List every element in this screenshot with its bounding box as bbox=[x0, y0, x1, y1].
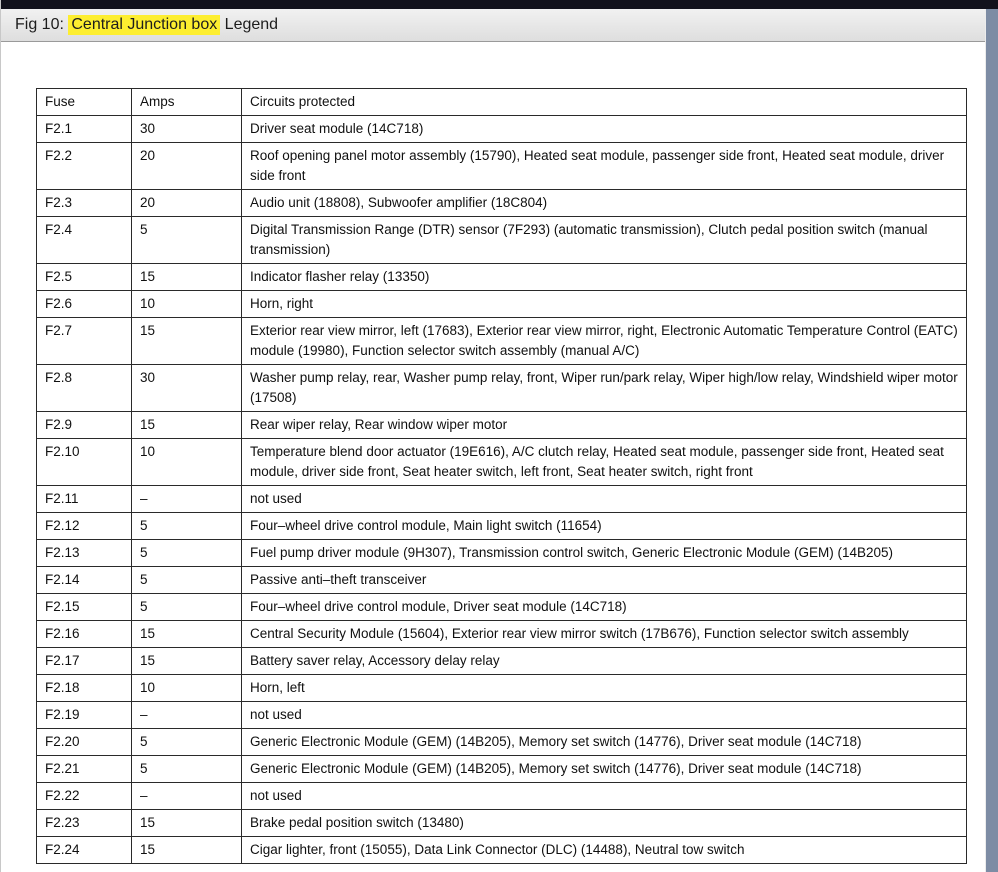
amps-cell: 10 bbox=[132, 439, 242, 486]
fuse-row bbox=[37, 291, 967, 318]
fuse-row bbox=[37, 837, 967, 864]
fuse-row bbox=[37, 513, 967, 540]
fuse-row bbox=[37, 540, 967, 567]
table-header-row bbox=[37, 89, 967, 116]
fuse-id-cell: F2.7 bbox=[37, 318, 132, 365]
fuse-row bbox=[37, 729, 967, 756]
amps-cell: 30 bbox=[132, 116, 242, 143]
figure-title-prefix: Fig 10: bbox=[15, 16, 69, 33]
fuse-row bbox=[37, 412, 967, 439]
fuse-row bbox=[37, 439, 967, 486]
fuse-id-cell: F2.9 bbox=[37, 412, 132, 439]
fuse-id-cell: F2.20 bbox=[37, 729, 132, 756]
circuits-cell: Passive anti–theft transceiver bbox=[242, 567, 967, 594]
fuse-id-cell: F2.8 bbox=[37, 365, 132, 412]
fuse-id-cell: F2.21 bbox=[37, 756, 132, 783]
circuits-cell: Exterior rear view mirror, left (17683), Exterior rear view mirror, right, Electronic Automatic Temperature Control (EATC) module (19980), Function selector switch assembly (manual A/C) bbox=[242, 318, 967, 365]
fuse-id-cell: F2.10 bbox=[37, 439, 132, 486]
fuse-id-cell: F2.17 bbox=[37, 648, 132, 675]
column-header-circuits: Circuits protected bbox=[242, 89, 967, 116]
circuits-cell: Central Security Module (15604), Exterior rear view mirror switch (17B676), Function selector switch assembly bbox=[242, 621, 967, 648]
fuse-row bbox=[37, 702, 967, 729]
circuits-cell: Four–wheel drive control module, Main light switch (11654) bbox=[242, 513, 967, 540]
amps-cell: 15 bbox=[132, 837, 242, 864]
fuse-id-cell: F2.11 bbox=[37, 486, 132, 513]
fuse-row bbox=[37, 217, 967, 264]
amps-cell: 20 bbox=[132, 143, 242, 190]
amps-cell: 5 bbox=[132, 594, 242, 621]
fuse-row bbox=[37, 116, 967, 143]
circuits-cell: Brake pedal position switch (13480) bbox=[242, 810, 967, 837]
circuits-cell: Digital Transmission Range (DTR) sensor (7F293) (automatic transmission), Clutch pedal position switch (manual transmission) bbox=[242, 217, 967, 264]
fuse-row bbox=[37, 143, 967, 190]
circuits-cell: not used bbox=[242, 486, 967, 513]
amps-cell: 15 bbox=[132, 264, 242, 291]
circuits-cell: Washer pump relay, rear, Washer pump relay, front, Wiper run/park relay, Wiper high/low relay, Windshield wiper motor (17508) bbox=[242, 365, 967, 412]
circuits-cell: Horn, left bbox=[242, 675, 967, 702]
fuse-row bbox=[37, 264, 967, 291]
fuse-row bbox=[37, 810, 967, 837]
document-content bbox=[1, 42, 998, 864]
fuse-row bbox=[37, 318, 967, 365]
fuse-id-cell: F2.19 bbox=[37, 702, 132, 729]
fuse-id-cell: F2.3 bbox=[37, 190, 132, 217]
window-top-bar bbox=[1, 0, 998, 9]
fuse-id-cell: F2.1 bbox=[37, 116, 132, 143]
fuse-row bbox=[37, 648, 967, 675]
fuse-id-cell: F2.13 bbox=[37, 540, 132, 567]
amps-cell: 10 bbox=[132, 675, 242, 702]
fuse-id-cell: F2.14 bbox=[37, 567, 132, 594]
amps-cell: 10 bbox=[132, 291, 242, 318]
circuits-cell: Generic Electronic Module (GEM) (14B205), Memory set switch (14776), Driver seat module (14C718) bbox=[242, 729, 967, 756]
amps-cell: 15 bbox=[132, 810, 242, 837]
amps-cell: 5 bbox=[132, 756, 242, 783]
circuits-cell: Four–wheel drive control module, Driver seat module (14C718) bbox=[242, 594, 967, 621]
amps-cell: – bbox=[132, 783, 242, 810]
circuits-cell: Cigar lighter, front (15055), Data Link Connector (DLC) (14488), Neutral tow switch bbox=[242, 837, 967, 864]
amps-cell: 15 bbox=[132, 648, 242, 675]
circuits-cell: Driver seat module (14C718) bbox=[242, 116, 967, 143]
figure-title-bar bbox=[1, 9, 985, 42]
fuse-id-cell: F2.15 bbox=[37, 594, 132, 621]
fuse-id-cell: F2.5 bbox=[37, 264, 132, 291]
amps-cell: 20 bbox=[132, 190, 242, 217]
fuse-id-cell: F2.4 bbox=[37, 217, 132, 264]
circuits-cell: not used bbox=[242, 702, 967, 729]
fuse-id-cell: F2.22 bbox=[37, 783, 132, 810]
figure-title-highlight: Central Junction box bbox=[68, 15, 220, 35]
amps-cell: 5 bbox=[132, 513, 242, 540]
circuits-cell: not used bbox=[242, 783, 967, 810]
fuse-row bbox=[37, 756, 967, 783]
circuits-cell: Generic Electronic Module (GEM) (14B205), Memory set switch (14776), Driver seat module (14C718) bbox=[242, 756, 967, 783]
amps-cell: 5 bbox=[132, 567, 242, 594]
column-header-amps: Amps bbox=[132, 89, 242, 116]
amps-cell: 15 bbox=[132, 318, 242, 365]
fuse-row bbox=[37, 365, 967, 412]
fuse-row bbox=[37, 486, 967, 513]
amps-cell: 5 bbox=[132, 540, 242, 567]
amps-cell: 5 bbox=[132, 217, 242, 264]
circuits-cell: Fuel pump driver module (9H307), Transmission control switch, Generic Electronic Module (GEM) (14B205) bbox=[242, 540, 967, 567]
figure-title-suffix: Legend bbox=[220, 16, 279, 33]
circuits-cell: Horn, right bbox=[242, 291, 967, 318]
fuse-legend-table bbox=[36, 88, 967, 864]
amps-cell: 5 bbox=[132, 729, 242, 756]
column-header-fuse: Fuse bbox=[37, 89, 132, 116]
fuse-row bbox=[37, 567, 967, 594]
amps-cell: – bbox=[132, 702, 242, 729]
fuse-row bbox=[37, 190, 967, 217]
circuits-cell: Indicator flasher relay (13350) bbox=[242, 264, 967, 291]
fuse-id-cell: F2.16 bbox=[37, 621, 132, 648]
fuse-id-cell: F2.24 bbox=[37, 837, 132, 864]
circuits-cell: Rear wiper relay, Rear window wiper motor bbox=[242, 412, 967, 439]
circuits-cell: Temperature blend door actuator (19E616), A/C clutch relay, Heated seat module, passenger side front, Heated seat module, driver side front, Seat heater switch, left front, Seat heater switch, right front bbox=[242, 439, 967, 486]
amps-cell: – bbox=[132, 486, 242, 513]
circuits-cell: Audio unit (18808), Subwoofer amplifier (18C804) bbox=[242, 190, 967, 217]
fuse-id-cell: F2.23 bbox=[37, 810, 132, 837]
amps-cell: 15 bbox=[132, 621, 242, 648]
fuse-id-cell: F2.12 bbox=[37, 513, 132, 540]
fuse-row bbox=[37, 621, 967, 648]
circuits-cell: Battery saver relay, Accessory delay relay bbox=[242, 648, 967, 675]
fuse-row bbox=[37, 783, 967, 810]
vertical-scrollbar[interactable] bbox=[985, 9, 998, 872]
amps-cell: 15 bbox=[132, 412, 242, 439]
fuse-row bbox=[37, 675, 967, 702]
fuse-id-cell: F2.2 bbox=[37, 143, 132, 190]
amps-cell: 30 bbox=[132, 365, 242, 412]
circuits-cell: Roof opening panel motor assembly (15790), Heated seat module, passenger side front, Heated seat module, driver side front bbox=[242, 143, 967, 190]
fuse-row bbox=[37, 594, 967, 621]
fuse-id-cell: F2.6 bbox=[37, 291, 132, 318]
fuse-id-cell: F2.18 bbox=[37, 675, 132, 702]
